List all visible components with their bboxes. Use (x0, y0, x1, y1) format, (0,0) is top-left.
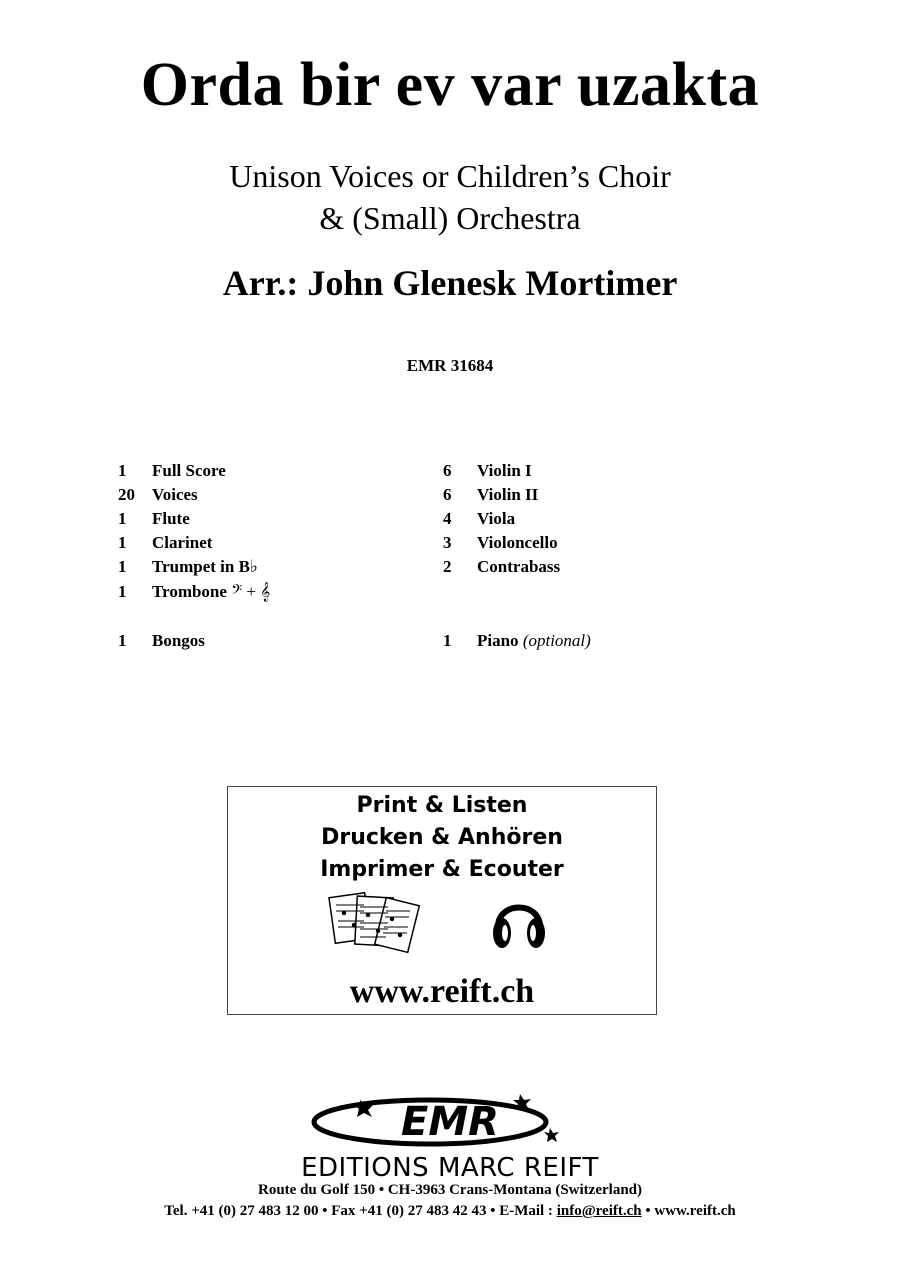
part-quantity: 1 (118, 557, 127, 576)
publisher-contact (0, 1203, 900, 1220)
page-title: Orda bir ev var uzakta (140, 51, 760, 119)
part-name: Violoncello (477, 533, 558, 552)
sheet-music-icon (328, 891, 423, 957)
part-name: Trumpet in B♭ (152, 557, 258, 576)
email-link[interactable]: info@reift.ch (556, 1203, 642, 1219)
part-name: Contrabass (477, 557, 561, 576)
emr-logo (300, 1090, 600, 1150)
arranger-credit: Arr.: John Glenesk Mortimer (222, 263, 678, 303)
contact-phone-fax: Tel. +41 (0) 27 483 12 00 • Fax +41 (0) 27 483 42 43 • E-Mail : (164, 1203, 553, 1219)
promo-line-3: Imprimer & Ecouter (320, 857, 564, 882)
part-name: Voices (152, 485, 198, 504)
subtitle-line-1: Unison Voices or Children’s Choir (229, 158, 671, 194)
part-quantity: 6 (443, 485, 452, 504)
part-name-with-note (477, 631, 591, 651)
part-name: Trombone (152, 582, 227, 601)
part-quantity: 2 (443, 557, 452, 576)
part-quantity: 1 (118, 631, 127, 650)
publisher-name: EDITIONS MARC REIFT (301, 1153, 599, 1183)
part-quantity: 1 (118, 461, 127, 480)
part-note: (optional) (522, 631, 591, 650)
logo-text: EMR (401, 1099, 499, 1145)
part-quantity: 1 (118, 509, 127, 528)
part-name-with-clef (152, 582, 270, 602)
part-quantity: 1 (118, 582, 127, 601)
part-name: Full Score (152, 461, 226, 480)
subtitle-line-2: & (Small) Orchestra (319, 200, 581, 236)
promo-line-1: Print & Listen (356, 793, 528, 818)
contact-website: • www.reift.ch (645, 1203, 736, 1219)
part-quantity: 3 (443, 533, 452, 552)
part-quantity: 1 (443, 631, 452, 650)
catalog-number: EMR 31684 (406, 356, 494, 375)
publisher-address: Route du Golf 150 • CH-3963 Crans-Montana (Switzerland) (258, 1182, 642, 1198)
part-quantity: 1 (118, 533, 127, 552)
part-name: Viola (477, 509, 516, 528)
part-name: Piano (477, 631, 519, 650)
emr-logo-graphic (300, 1090, 600, 1150)
part-name: Violin II (477, 485, 539, 504)
part-name: Clarinet (152, 533, 213, 552)
clef-icons: 𝄢 + 𝄞 (231, 582, 271, 601)
part-name: Bongos (152, 631, 205, 650)
part-quantity: 20 (118, 485, 135, 504)
star-icon (544, 1128, 559, 1142)
promo-website-link[interactable]: www.reift.ch (349, 973, 535, 1010)
part-quantity: 4 (443, 509, 452, 528)
subtitle (0, 155, 900, 239)
headphones-icon (490, 887, 548, 953)
part-quantity: 6 (443, 461, 452, 480)
part-name: Violin I (477, 461, 532, 480)
part-name: Flute (152, 509, 190, 528)
print-listen-box (227, 786, 657, 1015)
promo-line-2: Drucken & Anhören (321, 825, 563, 850)
